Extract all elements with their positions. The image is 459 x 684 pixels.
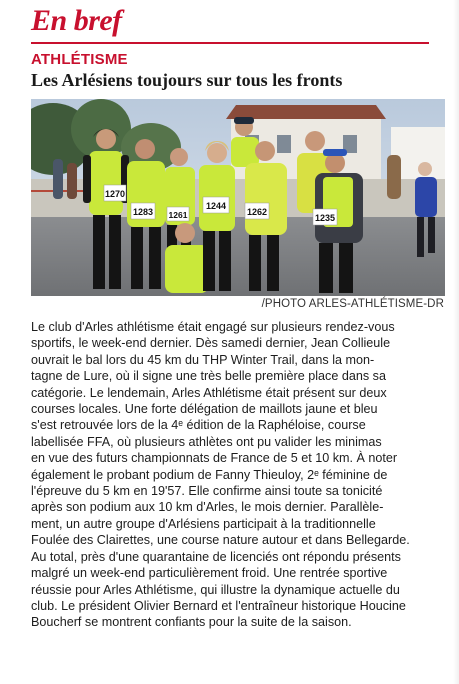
body-line: l'épreuve du 5 km en 19'57. Elle confirme ainsi toute sa tonicité	[31, 484, 383, 499]
body-line: courses locales. Une forte délégation de maillots jaune et bleu	[31, 402, 378, 417]
bib-number: 1283	[132, 207, 154, 217]
group-photo-illustration	[31, 99, 445, 296]
body-line: Boucherf se montrent confiants pour la suite de la saison.	[31, 615, 352, 630]
body-line: ment, un autre groupe d'Arlésiens participait à la traditionnelle	[31, 516, 376, 531]
bib-number: 1261	[168, 210, 188, 220]
body-line: Le club d'Arles athlétisme était engagé sur plusieurs rendez-vous	[31, 320, 395, 334]
body-line: s'est retrouvée lors de la 4ᵉ édition de la Raphéloise, course	[31, 418, 366, 433]
body-line: en vue des futurs championnats de France de 5 et 10 km. À noter	[31, 451, 398, 466]
body-line: après son podium aux 10 km d'Arles, le mois dernier. Parallèle-	[31, 500, 384, 515]
body-line: Foulée des Clairettes, une course nature autour et dans Bellegarde.	[31, 533, 410, 548]
page-edge-shadow	[453, 0, 459, 684]
body-line: tagne de Lure, où il signe une très belle première place dans sa	[31, 369, 386, 384]
body-line: catégorie. Le lendemain, Arles Athlétisme était présent sur deux	[31, 385, 387, 400]
bib-number: 1235	[314, 213, 336, 223]
rubric-divider	[31, 42, 429, 44]
photo-credit: /PHOTO ARLES-ATHLÉTISME-DR	[261, 298, 444, 310]
body-line: labellisée FFA, où plusieurs athlètes ont pu valider les minimas	[31, 434, 382, 449]
article-body	[31, 319, 449, 631]
body-line: Au total, près d'une quarantaine de licenciés ont répondu présents	[31, 549, 401, 564]
body-line: également le probant podium de Fanny Thieuloy, 2ᵉ féminine de	[31, 467, 388, 482]
body-line: club. Le président Olivier Bernard et l'entraîneur historique Houcine	[31, 598, 406, 613]
body-line: réussie pour Arles Athlétisme, qui illustre la dynamique actuelle du	[31, 582, 400, 597]
article-kicker: ATHLÉTISME	[31, 51, 128, 68]
article-photo	[31, 99, 445, 296]
bib-number: 1270	[104, 189, 126, 199]
body-line: ouvrait le bal lors du 45 km du THP Winter Trail, dans la mon-	[31, 352, 375, 367]
body-line: malgré un week-end particulièrement froid. Une rentrée sportive	[31, 566, 388, 581]
article-headline: Les Arlésiens toujours sur tous les fronts	[31, 70, 343, 90]
section-rubric: En bref	[31, 4, 122, 37]
body-line: sportifs, le week-end dernier. Dès samedi dernier, Jean Collieule	[31, 336, 391, 351]
bib-number: 1262	[246, 207, 268, 217]
bib-number: 1244	[205, 201, 227, 211]
